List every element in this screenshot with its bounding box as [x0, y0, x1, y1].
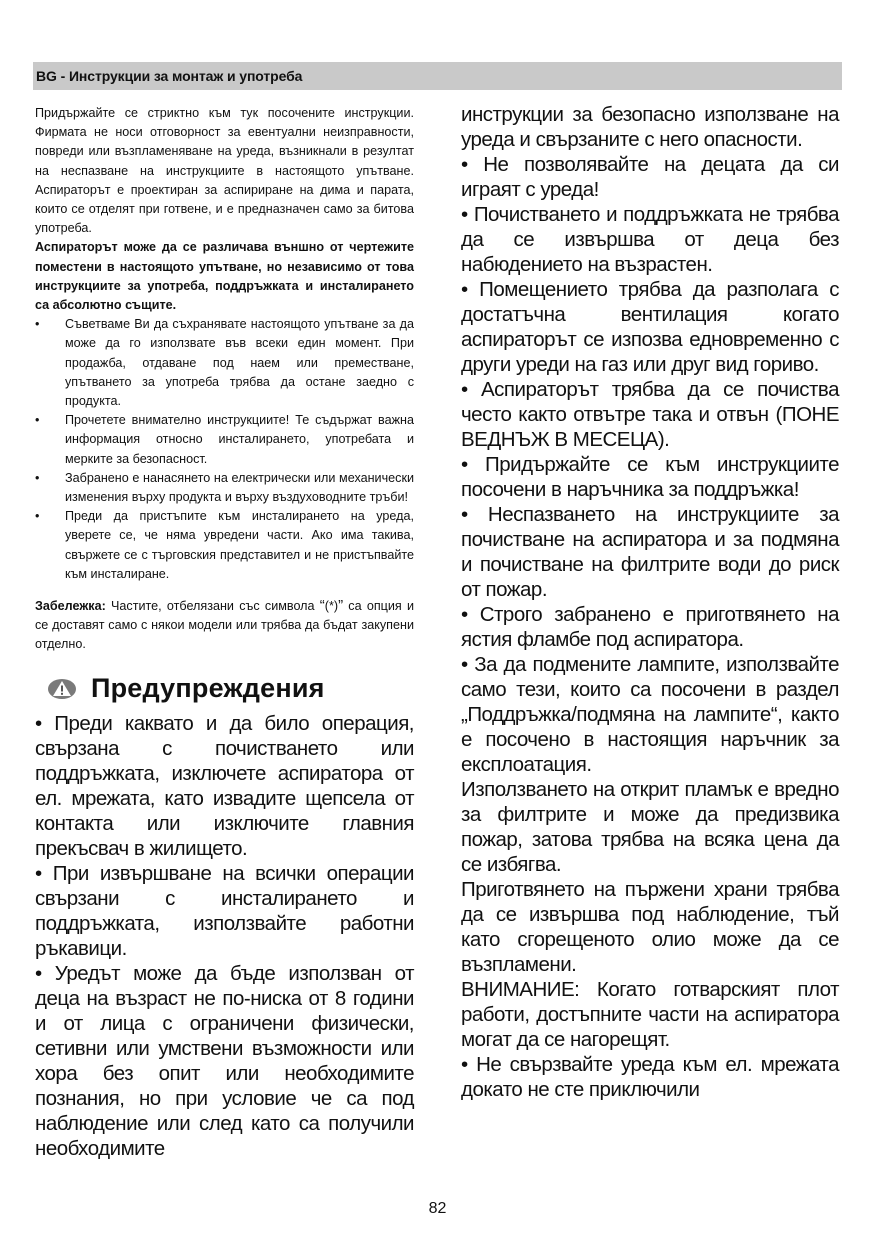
left-column — [35, 104, 414, 1161]
warning-paragraph: • Не позволявайте на децата да си играят с уреда! — [461, 153, 839, 201]
list-item — [35, 469, 414, 507]
warning-paragraph: • Придържайте се към инструкциите посочени в наръчника за поддръжка! — [461, 453, 839, 501]
intro-bullet-list — [35, 315, 414, 584]
bullet-mark: • — [35, 317, 40, 332]
list-item — [35, 411, 414, 469]
note-paragraph — [35, 596, 414, 655]
warning-paragraph: инструкции за безопасно използване на уреда и свързаните с него опасности. — [461, 103, 839, 151]
list-item-text: Забранено е нанасянето на електрически или механически изменения върху продукта и върху въздуховодните тръби! — [65, 470, 414, 505]
note-text-b: са опция и се доставят само с някои модели или трябва да бъдат закупени отделно. — [35, 599, 414, 652]
list-item — [35, 507, 414, 584]
warning-paragraph: • Уредът може да бъде използван от деца на възраст не по-ниска от 8 години и от лица с ограничени физически, сетивни или умствени възможности или хора без опит или необходимите познания, но при условие че са под наблюдение или след като са получили необходимите — [35, 961, 414, 1160]
bullet-mark: • — [35, 509, 40, 524]
note-text-a: Частите, отбелязани със символа — [105, 599, 320, 614]
header-bar — [33, 62, 842, 90]
list-item-text: Преди да пристъпите към инсталирането на уреда, уверете се, че няма увредени части. Ако има такива, свържете се с търговския представител и не пристъпвайте към инсталиране. — [65, 509, 414, 581]
warning-paragraph: • За да подмените лампите, използвайте само тези, които са посочени в раздел „Поддръжка/подмяна на лампите“, както е посочено в настоящия наръчник за експлоатация. — [461, 653, 839, 776]
page-header-title: BG - Инструкции за монтаж и употреба — [36, 68, 303, 84]
warning-paragraph: ВНИМАНИЕ: Когато готварският плот работи, достъпните части на аспиратора могат да се нагорещят. — [461, 978, 839, 1051]
note-symbol: (*) — [324, 599, 339, 614]
warning-paragraph: • Помещението трябва да разполага с достатъчна вентилация когато аспираторът се изпозва едновременно с други уреди на газ или друг вид гориво. — [461, 278, 839, 376]
intro-bold-paragraph: Аспираторът може да се различава външно от чертежите поместени в настоящото упътване, но независимо от това инструкциите за употреба, поддръжката и инсталирането са абсолютно същите. — [35, 240, 414, 313]
note-label: Забележка: — [35, 599, 106, 614]
warning-paragraph: • Почистването и поддръжката не трябва да се извършва от деца без набюдението на възрастен. — [461, 203, 839, 276]
warning-triangle-icon — [47, 678, 77, 700]
intro-paragraph: Придържайте се стриктно към тук посочените инструкции. Фирмата не носи отговорност за евентуални неизправности, повреди или възпламеняване на уреда, възникнали в резултат на неспазване на инструкциите в настоящото упътване. Аспираторът е проектиран за аспириране на дима и парата, които се отделят при готвене, и е предназначен само за битова употреба. — [35, 106, 414, 236]
page-number: 82 — [428, 1200, 447, 1217]
right-column — [461, 102, 839, 1102]
warning-paragraph: • Аспираторът трябва да се почиства често както отвътре така и отвън (ПОНЕ ВЕДНЪЖ В МЕСЕЦА). — [461, 378, 839, 451]
warning-paragraph: • При извършване на всички операции свързани с инсталирането и поддръжката, използвайте работни ръкавици. — [35, 861, 414, 960]
warning-paragraph: Приготвянето на пържени храни трябва да се извършва под наблюдение, тъй като сгорещеното олио може да се възпламени. — [461, 878, 839, 976]
bullet-mark: • — [35, 413, 40, 428]
list-item-text: Съветваме Ви да съхранявате настоящото упътване за да може да го използвате във всеки един момент. При продажба, отдаване под наем или преместване, упътването за употреба трябва да остане заедно с продукта. — [65, 317, 414, 409]
warning-paragraph: • Не свързвайте уреда към ел. мрежата докато не сте приключили — [461, 1053, 839, 1101]
list-item-text: Прочетете внимателно инструкциите! Те съдържат важна информация относно инсталирането, употребата и мерките за безопасност. — [65, 413, 414, 466]
bullet-mark: • — [35, 470, 40, 485]
warnings-left-text — [35, 711, 414, 1161]
warnings-title: Предупреждения — [91, 673, 325, 704]
warning-paragraph: • Преди каквато и да било операция, свързана с почистването или поддръжката, изключете аспиратора от ел. мрежата, като извадите щепсела от контакта или изключите главния прекъсвач в жилището. — [35, 711, 414, 860]
note-quote-open: “ — [319, 597, 325, 615]
warning-paragraph: • Строго забранено е приготвянето на ястия фламбе под аспиратора. — [461, 603, 839, 651]
warning-paragraph: Използването на открит пламък е вредно за филтрите и може да предизвика пожар, затова трябва на всяка цена да се избягва. — [461, 778, 839, 876]
warning-paragraph: • Неспазването на инструкциите за почистване на аспиратора и за подмяна и почистване на филтрите води до риск от пожар. — [461, 503, 839, 601]
warnings-heading — [35, 671, 414, 707]
list-item — [35, 315, 414, 411]
note-quote-close: ” — [338, 597, 344, 615]
